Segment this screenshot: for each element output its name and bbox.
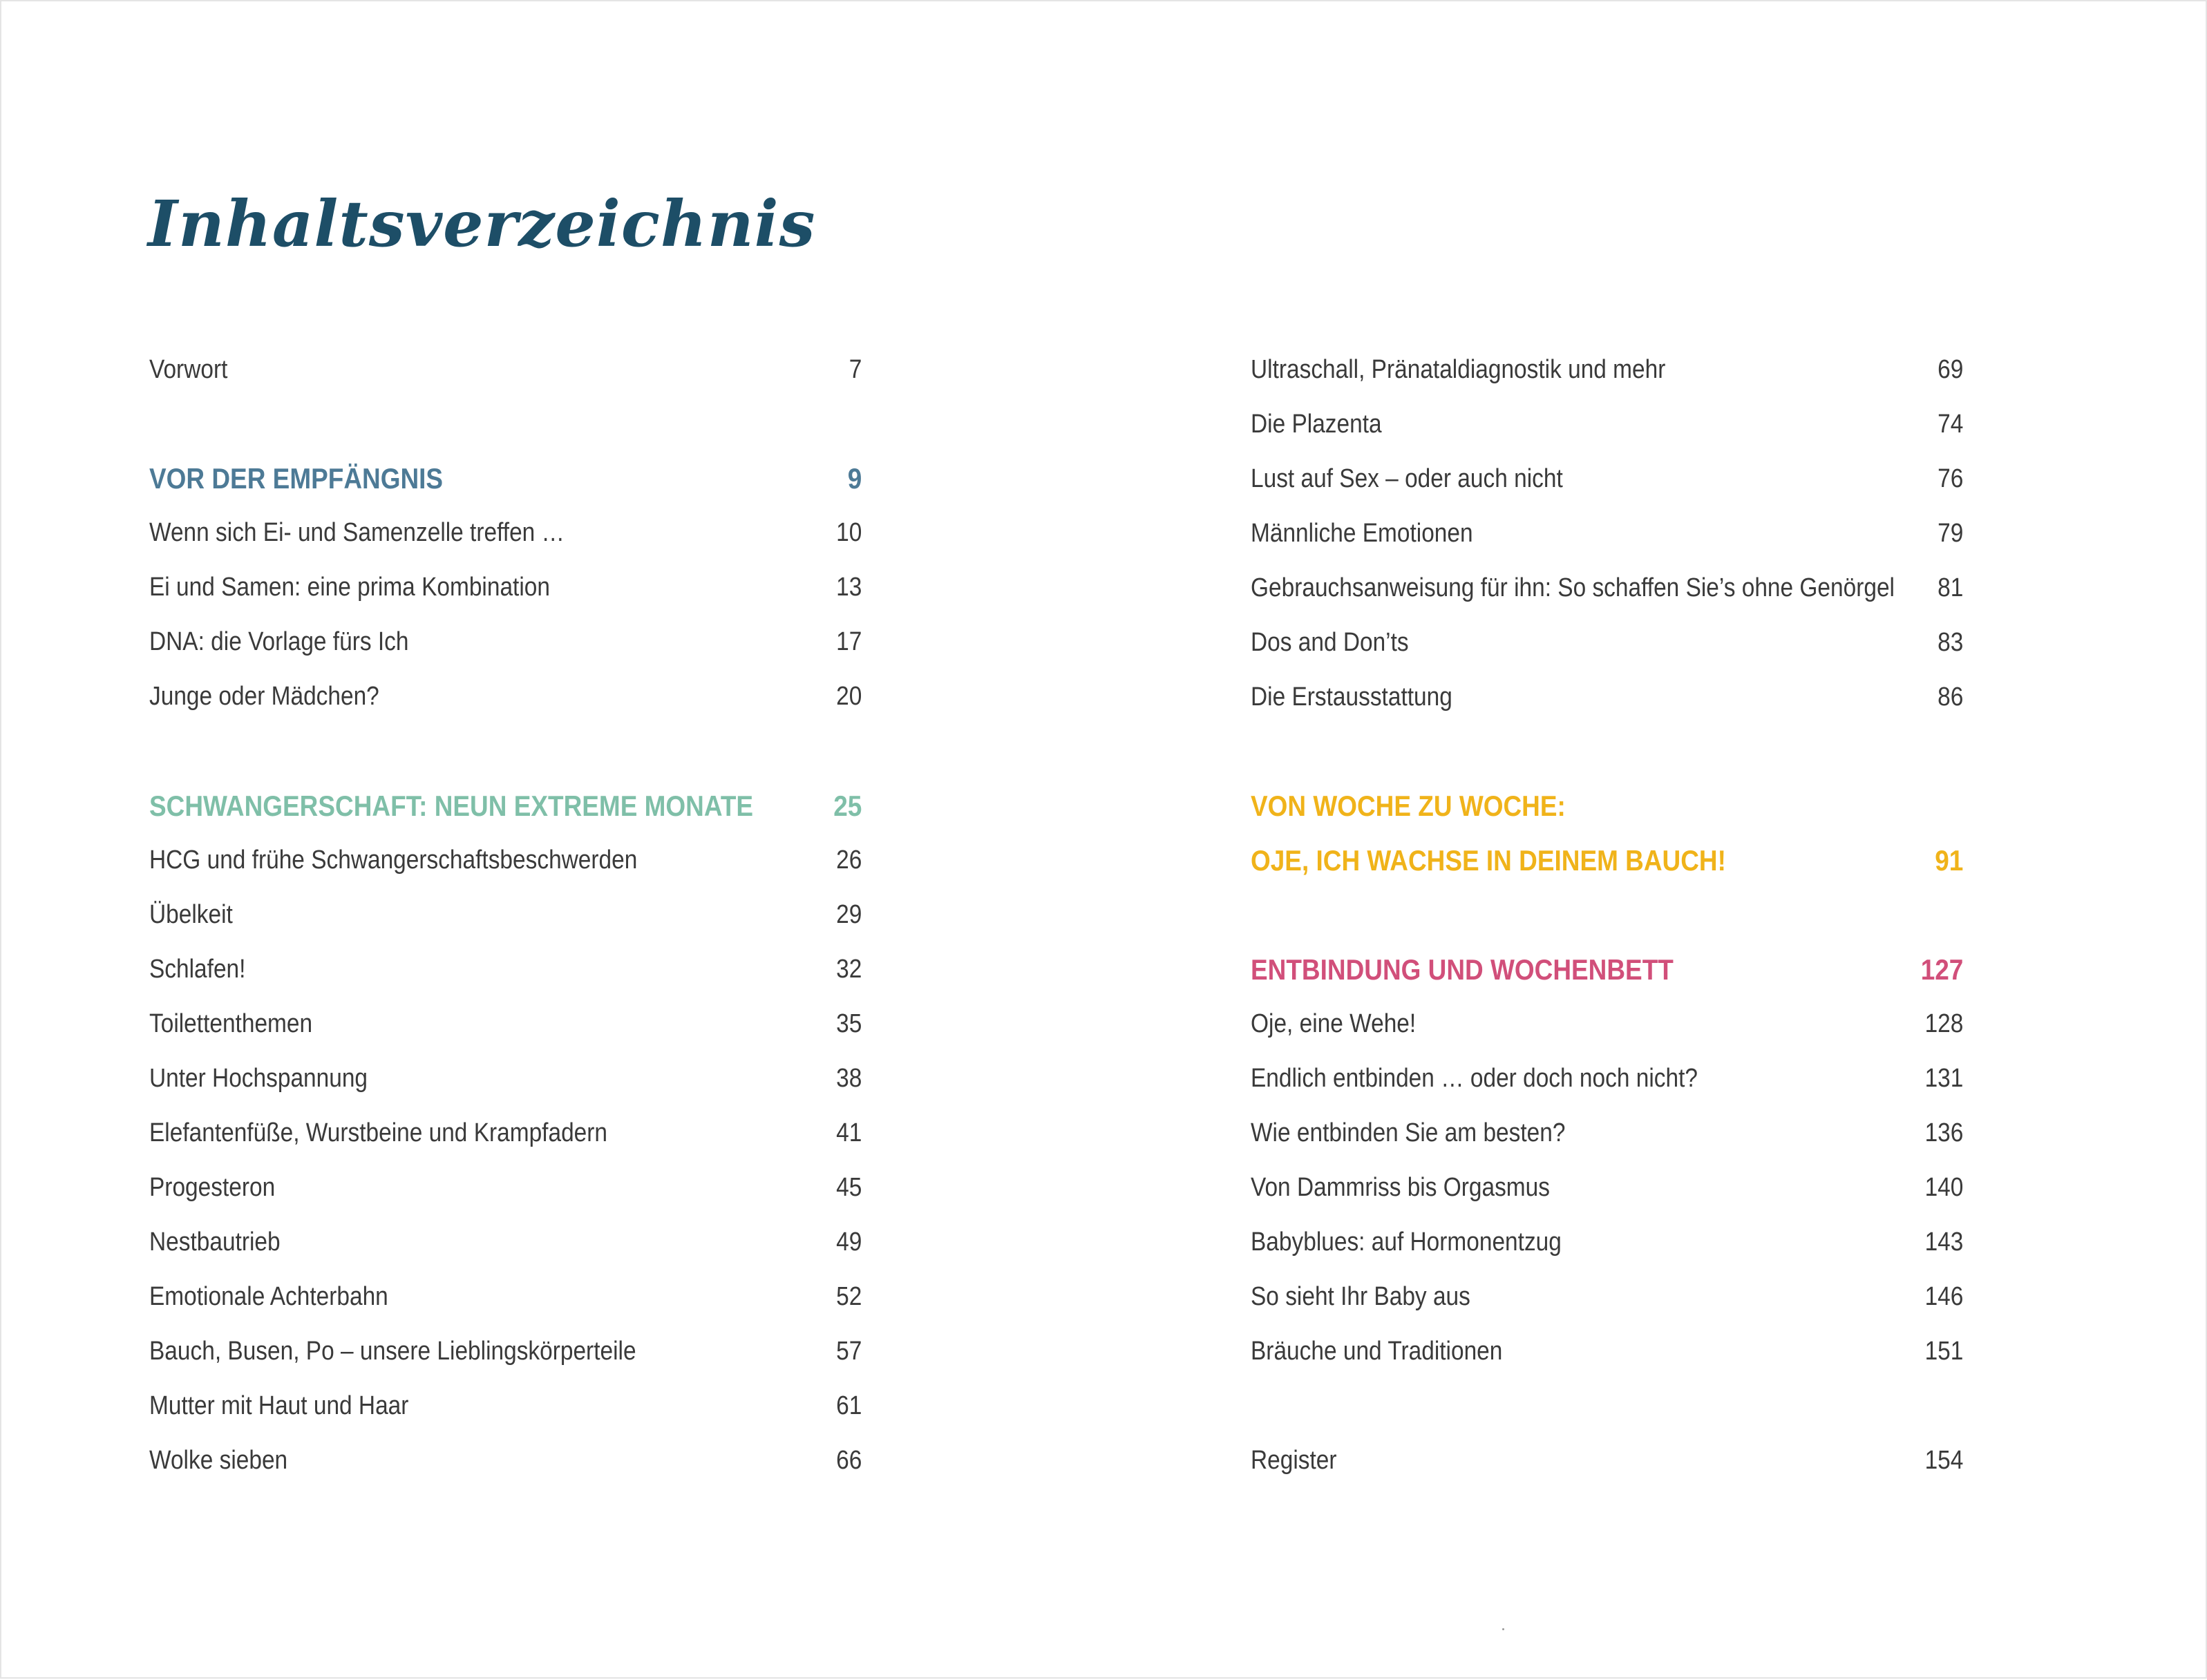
toc-entry — [1251, 1324, 1963, 1379]
toc-section-page: 25 — [833, 789, 862, 822]
toc-entry-label: DNA: die Vorlage fürs Ich — [149, 627, 409, 656]
toc-entry-label: Elefantenfüße, Wurstbeine und Krampfadern — [149, 1118, 608, 1147]
toc-entry-page: 140 — [1924, 1173, 1964, 1202]
toc-entry — [149, 942, 862, 997]
toc-entry-label: Unter Hochspannung — [149, 1064, 368, 1093]
toc-entry — [1251, 1215, 1963, 1270]
toc-entry-page: 20 — [836, 682, 862, 711]
toc-entry-page: 79 — [1938, 519, 1964, 548]
toc-entry-label: Endlich entbinden … oder doch noch nicht? — [1251, 1064, 1698, 1093]
toc-entry — [149, 615, 862, 669]
toc-entry-page: 13 — [836, 573, 862, 602]
toc-entry — [1251, 1161, 1963, 1215]
toc-entry-page: 136 — [1924, 1118, 1964, 1147]
toc-entry — [149, 1324, 862, 1379]
toc-entry — [1251, 615, 1963, 670]
toc-entry — [149, 833, 862, 888]
toc-entry-page: 45 — [836, 1173, 862, 1202]
toc-entry — [1251, 506, 1963, 561]
toc-entry-page: 49 — [836, 1228, 862, 1257]
toc-entry-page: 52 — [836, 1282, 862, 1311]
toc-entry-label: Vorwort — [149, 355, 228, 384]
toc-entry-page: 69 — [1938, 355, 1964, 384]
toc-entry-label: Übelkeit — [149, 900, 233, 929]
toc-entry-label: Die Erstausstattung — [1251, 682, 1452, 712]
toc-entry — [1251, 997, 1963, 1051]
toc-entry-label: Nestbautrieb — [149, 1228, 281, 1257]
toc-entry-page: 10 — [836, 518, 862, 547]
toc-entry — [1251, 1270, 1963, 1324]
toc-section-label: OJE, ICH WACHSE IN DEINEM BAUCH! — [1251, 843, 1726, 877]
toc-entry-label: Dos and Don’ts — [1251, 628, 1409, 657]
toc-entry — [1251, 1106, 1963, 1161]
toc-entry — [149, 506, 862, 560]
toc-entry — [1251, 343, 1963, 397]
toc-left-column — [149, 1, 959, 1680]
toc-entry-label: Junge oder Mädchen? — [149, 682, 379, 711]
toc-entry-label: Emotionale Achterbahn — [149, 1282, 388, 1311]
toc-section-page: 9 — [847, 461, 862, 495]
toc-entry-page: 35 — [836, 1009, 862, 1038]
toc-entry — [1251, 561, 1963, 615]
toc-entry-page: 66 — [836, 1446, 862, 1475]
toc-entry-label: Toilettenthemen — [149, 1009, 313, 1038]
toc-entry-page: 26 — [836, 846, 862, 875]
toc-entry — [149, 1433, 862, 1488]
toc-entry — [149, 997, 862, 1051]
toc-section-label: VOR DER EMPFÄNGNIS — [149, 461, 444, 495]
toc-entry-label: Von Dammriss bis Orgasmus — [1251, 1173, 1550, 1202]
toc-section-label: VON WOCHE ZU WOCHE: — [1251, 789, 1566, 822]
page-dot — [1502, 1628, 1504, 1630]
toc-entry — [149, 1270, 862, 1324]
toc-section-page: 91 — [1935, 843, 1964, 877]
toc-entry-label: Bauch, Busen, Po – unsere Lieblingskörperteile — [149, 1337, 636, 1366]
toc-entry-page: 38 — [836, 1064, 862, 1093]
toc-entry-label: Die Plazenta — [1251, 410, 1382, 439]
toc-entry — [1251, 452, 1963, 506]
toc-entry — [149, 1379, 862, 1433]
toc-entry — [149, 888, 862, 942]
toc-section-entbindung — [1251, 942, 1963, 997]
toc-entry-page: 154 — [1924, 1446, 1964, 1475]
toc-entry — [149, 1106, 862, 1161]
toc-entry-label: Gebrauchsanweisung für ihn: So schaffen Sie’s ohne Genörgel — [1251, 573, 1895, 602]
toc-section-oje-ich-wachse — [1251, 833, 1963, 888]
toc-entry-label: Schlafen! — [149, 955, 246, 984]
toc-entry — [149, 1161, 862, 1215]
toc-entry-label: Ultraschall, Pränataldiagnostik und mehr — [1251, 355, 1666, 384]
toc-entry — [149, 1051, 862, 1106]
toc-entry-page: 128 — [1924, 1009, 1964, 1038]
toc-entry-page: 143 — [1924, 1228, 1964, 1257]
toc-entry — [149, 560, 862, 615]
toc-entry — [149, 669, 862, 724]
toc-entry-label: Mutter mit Haut und Haar — [149, 1391, 409, 1420]
toc-entry-page: 7 — [849, 355, 862, 384]
toc-entry-label: Bräuche und Traditionen — [1251, 1337, 1503, 1366]
toc-entry-label: Ei und Samen: eine prima Kombination — [149, 573, 550, 602]
toc-entry-label: Oje, eine Wehe! — [1251, 1009, 1417, 1038]
toc-entry-page: 83 — [1938, 628, 1964, 657]
toc-entry-vorwort — [149, 343, 862, 397]
toc-entry-label: Wie entbinden Sie am besten? — [1251, 1118, 1566, 1147]
toc-section-page: 127 — [1920, 953, 1964, 986]
toc-entry-page: 131 — [1924, 1064, 1964, 1093]
toc-entry-register — [1251, 1433, 1963, 1488]
toc-entry-page: 17 — [836, 627, 862, 656]
toc-section-vor-der-empfaengnis — [149, 451, 862, 506]
toc-entry-page: 74 — [1938, 410, 1964, 439]
toc-entry-page: 29 — [836, 900, 862, 929]
toc-entry-label: Männliche Emotionen — [1251, 519, 1473, 548]
toc-entry-page: 146 — [1924, 1282, 1964, 1311]
toc-entry-page: 32 — [836, 955, 862, 984]
toc-entry-page: 81 — [1938, 573, 1964, 602]
toc-entry — [1251, 397, 1963, 452]
toc-entry-label: Babyblues: auf Hormonentzug — [1251, 1228, 1562, 1257]
toc-entry-page: 86 — [1938, 682, 1964, 712]
toc-entry-page: 41 — [836, 1118, 862, 1147]
toc-entry-label: Progesteron — [149, 1173, 276, 1202]
toc-entry-label: So sieht Ihr Baby aus — [1251, 1282, 1470, 1311]
page-title: Inhaltsverzeichnis — [148, 187, 816, 261]
toc-entry — [1251, 670, 1963, 725]
toc-entry-page: 76 — [1938, 464, 1964, 493]
toc-entry-label: Wolke sieben — [149, 1446, 288, 1475]
toc-entry-label: Wenn sich Ei- und Samenzelle treffen … — [149, 518, 565, 547]
toc-section-label: ENTBINDUNG UND WOCHENBETT — [1251, 953, 1674, 986]
toc-entry-label: Register — [1251, 1446, 1337, 1475]
toc-entry-page: 57 — [836, 1337, 862, 1366]
toc-entry — [149, 1215, 862, 1270]
toc-entry-page: 151 — [1924, 1337, 1964, 1366]
toc-right-column — [1251, 1, 2061, 1680]
toc-section-label: SCHWANGERSCHAFT: NEUN EXTREME MONATE — [149, 789, 754, 822]
toc-section-schwangerschaft — [149, 779, 862, 833]
toc-entry-label: HCG und frühe Schwangerschaftsbeschwerden — [149, 846, 638, 875]
toc-entry — [1251, 1051, 1963, 1106]
toc-section-von-woche-zu-woche — [1251, 779, 1963, 833]
toc-entry-page: 61 — [836, 1391, 862, 1420]
toc-entry-label: Lust auf Sex – oder auch nicht — [1251, 464, 1563, 493]
